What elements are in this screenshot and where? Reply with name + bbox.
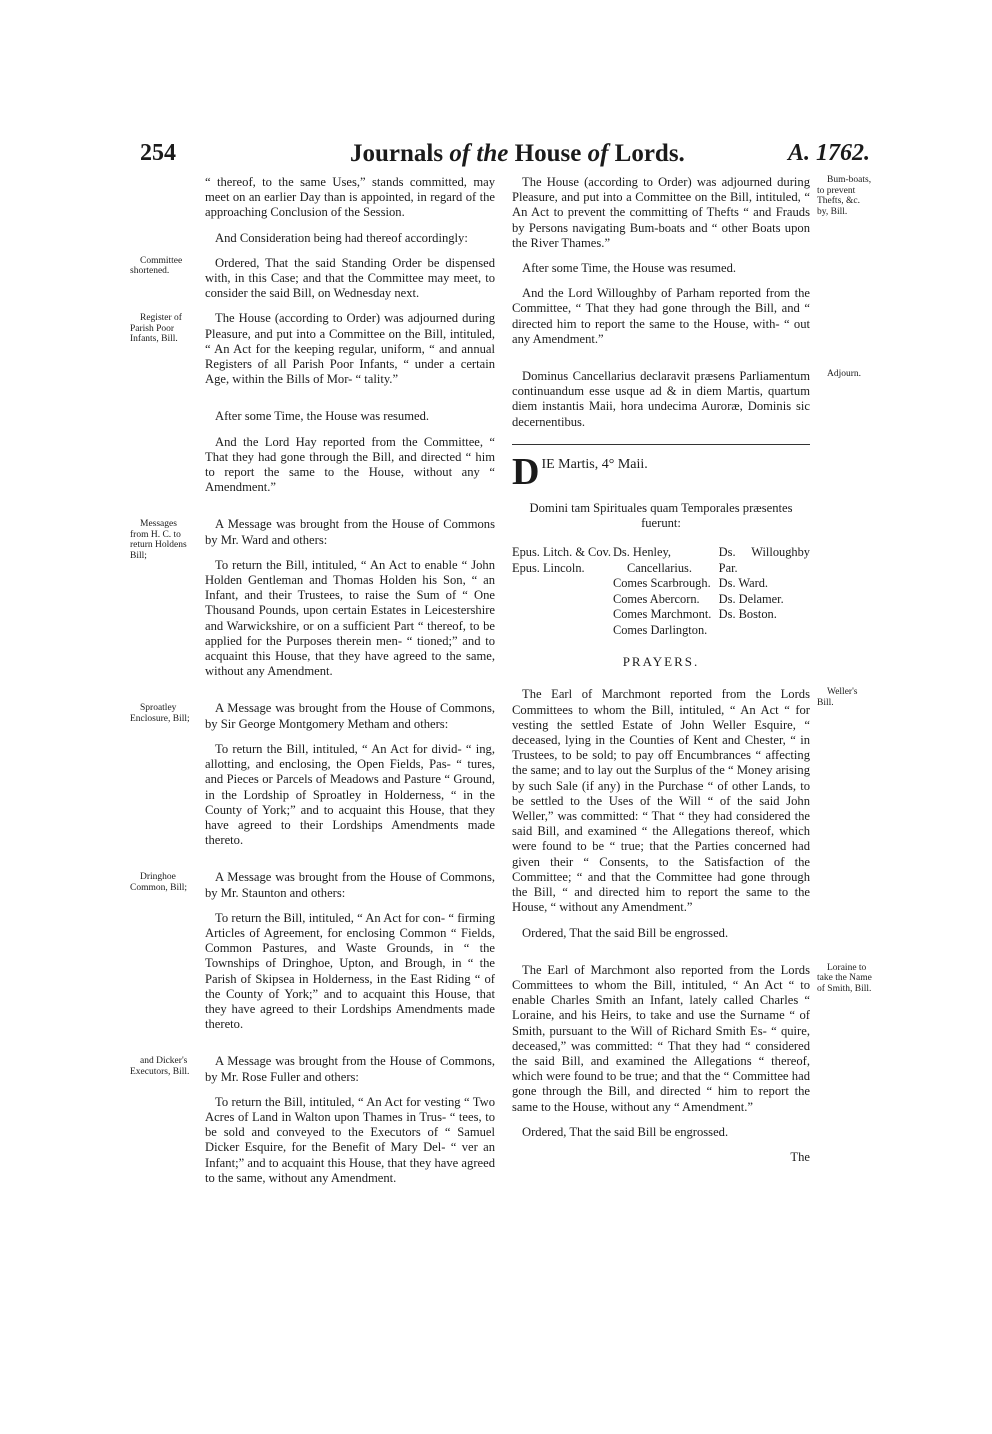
- day-heading: D IE Martis, 4° Maii.: [512, 450, 648, 493]
- lord-name: Cancellarius.: [626, 560, 692, 575]
- page-header: [140, 140, 870, 170]
- paragraph: The Earl of Marchmont also reported from the Lords Committees to whom the Bill, intituled, “ An Act “ to enable Charles Smith an Infant, lately called Charles “ Loraine, and his Heirs, to take and use the Surname “ of Smith, pursuant to the Will of Richard Smith Es- “ quire, deceased,” was committed: “ That they had “ considered the said Bill, and examined the Allegations “ thereof, which were found to be true; and that the “ Committee had gone through the Bill, and directed “ him to report the same to the House, without any “ Amendment.”: [512, 962, 810, 1114]
- lord-name: Ds. Delamer.: [718, 591, 784, 606]
- paragraph: “ thereof, to the same Uses,” stands committed, may meet on an earlier Day than is appointed, in regard of the approaching Conclusion of the Session.: [205, 175, 495, 220]
- lord-name: Ds. Ward.: [718, 576, 769, 591]
- left-column: [130, 175, 495, 1196]
- lord-name: Epus. Litch. & Cov.: [512, 545, 612, 560]
- year-label: A. 1762.: [787, 140, 870, 166]
- margin-note: Messages from H. C. to return Holdens Bill;: [130, 519, 187, 561]
- margin-note: Weller's Bill.: [817, 687, 858, 708]
- present-line: Domini tam Spirituales quam Temporales præsentes fuerunt:: [529, 500, 793, 531]
- paragraph: To return the Bill, intituled, “ An Act to enable “ John Holden Gentleman and Thomas Holden his Son, “ an Infant, and their Trustees, to raise the Sum of “ One Thousand Pounds, upon certain Estates in Leicestershire and Warwickshire, or on a sufficient Part “ thereof, to be applied for the Purposes therein men- “ tioned;” and to acquaint this House, that they have agreed to the same, without any Amendment.: [205, 557, 495, 679]
- paragraph: Dominus Cancellarius declaravit præsens Parliamentum continuandum esse usque ad & in diem Martis, quartum diem instantis Maii, hora undecima Auroræ, Dominis sic decernentibus.: [512, 369, 810, 429]
- paragraph: A Message was brought from the House of Commons by Mr. Ward and others:: [205, 517, 495, 547]
- lord-name: Epus. Lincoln.: [512, 560, 585, 575]
- prayers-heading: PRAYERS.: [622, 654, 700, 670]
- lords-column: [613, 545, 719, 638]
- catchword: The: [790, 1149, 810, 1164]
- running-title: Journals of the House of Lords.: [350, 140, 685, 167]
- right-column: [512, 175, 872, 1164]
- paragraph: And the Lord Willoughby of Parham reported from the Committee, “ That they had gone through the Bill, and “ directed him to report the same to the House, with- “ out any Amendment.”: [512, 286, 810, 346]
- section-rule: [512, 444, 810, 445]
- margin-note: Adjourn.: [827, 369, 862, 380]
- paragraph: Ordered, That the said Bill be engrossed.: [522, 1124, 729, 1139]
- paragraph-block: [130, 311, 495, 387]
- paragraph-block: [130, 701, 495, 731]
- lord-name: Comes Scarbrough.: [612, 576, 711, 591]
- paragraph-block: [130, 255, 495, 302]
- margin-note: Sproatley Enclosure, Bill;: [130, 703, 190, 724]
- lord-name: Comes Darlington.: [612, 622, 708, 637]
- paragraph: To return the Bill, intituled, “ An Act for divid- “ ing, allotting, and enclosing, the Open Fields, Pas- “ tures, and Pieces or Parcels of Meadows and Pasture “ Ground, in the Lordship of Sproatley in Holderness, “ in the County of York;” and to acquaint this House, that they have agreed to their Lordships Amendments made thereto.: [205, 741, 495, 848]
- paragraph: A Message was brought from the House of Commons, by Mr. Staunton and others:: [205, 870, 495, 900]
- paragraph: The Earl of Marchmont reported from the Lords Committees to whom the Bill, intituled, “ An Act “ for vesting the settled Estate of John Weller Esquire, “ deceased, lying in the Counties of Kent and Chester, “ in Trustees, to be sold; to pay off Encumbrances “ affecting the same; and to lay out the Surplus of the “ Money arising by such Sale (if any) in the Purchase “ of other Lands, to be settled to the Uses of the Will “ of the said John Weller,” was committed: “ That “ they had considered the said Bill, and examined “ the Allegations thereof, which were found to be “ true; that the Parties concerned had given their “ Consents, to the Satisfaction of the Committee; “ and that the Committee had gone through the Bill, “ and directed him to report the same to the House, “ without any Amendment.”: [512, 687, 810, 915]
- page-number: 254: [140, 140, 176, 166]
- lords-column: [512, 545, 613, 638]
- paragraph-block: [130, 1054, 495, 1084]
- margin-note: Register of Parish Poor Infants, Bill.: [130, 313, 182, 345]
- paragraph: Ordered, That the said Bill be engrossed.: [522, 925, 729, 940]
- paragraph: And Consideration being had thereof accordingly:: [215, 230, 468, 245]
- paragraph: After some Time, the House was resumed.: [522, 261, 737, 276]
- margin-note: Dringhoe Common, Bill;: [130, 872, 188, 893]
- paragraph: The House (according to Order) was adjourned during Pleasure, and put into a Committee on the Bill, intituled, “ An Act to prevent the committing of Thefts “ and Frauds by Persons navigating Bum-boats and “ other Boats upon the River Thames.”: [512, 175, 810, 250]
- margin-note: Committee shortened.: [130, 255, 183, 277]
- paragraph-block: [512, 369, 862, 430]
- paragraph: The House (according to Order) was adjourned during Pleasure, and put into a Committee on the Bill, intituled, “ An Act for the keeping regular, uniform, “ and annual Registers of all Parish Poor Infants, “ under a certain Age, within the Bills of Mor- “ tality.”: [205, 311, 495, 387]
- lords-column: [719, 545, 810, 638]
- lord-name: Ds. Henley,: [612, 545, 671, 560]
- lords-present-list: [512, 545, 810, 638]
- lord-name: Comes Abercorn.: [612, 591, 700, 606]
- paragraph-block: [512, 687, 858, 915]
- margin-note: and Dicker's Executors, Bill.: [130, 1056, 190, 1077]
- paragraph-block: [512, 175, 872, 251]
- paragraph: After some Time, the House was resumed.: [215, 409, 430, 424]
- paragraph: And the Lord Hay reported from the Committee, “ That they had gone through the Bill, and directed “ him to report the same to the House, without any “ Amendment.”: [205, 434, 495, 495]
- paragraph: A Message was brought from the House of Commons, by Sir George Montgomery Metham and others:: [205, 701, 495, 731]
- margin-note: Loraine to take the Name of Smith, Bill.: [817, 962, 872, 994]
- paragraph: A Message was brought from the House of Commons, by Mr. Rose Fuller and others:: [205, 1054, 495, 1084]
- paragraph: Ordered, That the said Standing Order be dispensed with, in this Case; and that the Committee may meet, to consider the said Bill, on Wednesday next.: [205, 255, 495, 301]
- paragraph: To return the Bill, intituled, “ An Act for vesting “ Two Acres of Land in Walton upon Thames in Trus- “ tees, to be sold and conveyed to the Executors of “ Samuel Dicker Esquire, for the Benefit of Mary Del- “ ver an Infant;” and to acquaint this House, that they have agreed to the same, without any Amendment.: [205, 1094, 495, 1185]
- lord-name: Ds. Boston.: [718, 607, 777, 622]
- paragraph-block: [130, 870, 495, 900]
- lord-name: Ds. Willoughby Par.: [718, 545, 810, 575]
- paragraph: To return the Bill, intituled, “ An Act for con- “ firming Articles of Agreement, for enclosing Common “ Fields, Common Pastures, and Waste Grounds, in “ the Townships of Dringhoe, Upton, and Brough, in “ the Parish of Skipsea in Holderness, in the East Riding “ of the County of York;” and to acquaint this House, that they have agreed to their Lordships Amendments made thereto.: [205, 910, 495, 1032]
- drop-cap: D: [512, 450, 540, 493]
- lord-name: Comes Marchmont.: [612, 607, 712, 622]
- paragraph-block: [130, 517, 495, 561]
- margin-note: Bum-boats, to prevent Thefts, &c. by, Bill.: [817, 175, 872, 217]
- paragraph-block: [512, 962, 872, 1115]
